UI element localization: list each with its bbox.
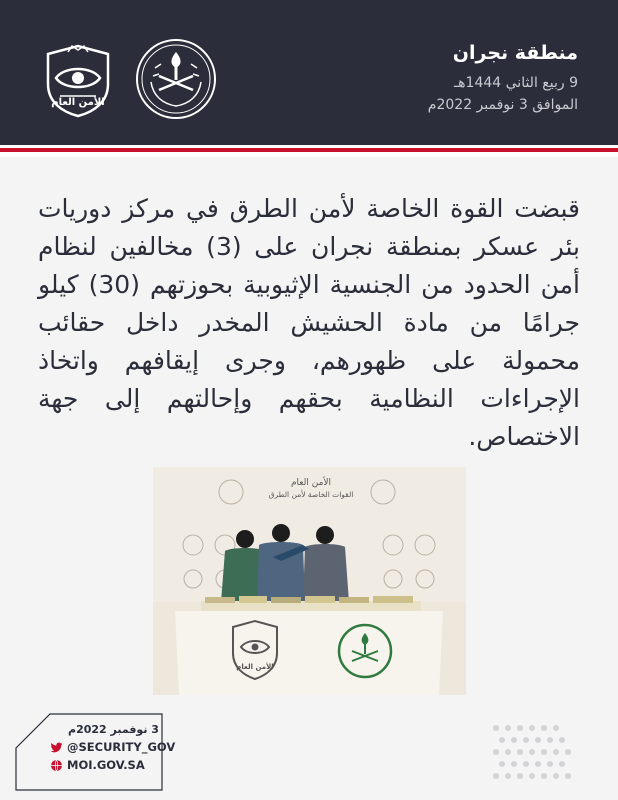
security-logo-text: الأمن العام (51, 97, 105, 108)
twitter-handle: @SECURITY_GOV (67, 740, 176, 754)
footer-date: 3 نوفمبر 2022م (68, 723, 159, 736)
hijri-date: 9 ربيع الثاني 1444هـ (454, 75, 578, 91)
region-title: منطقة نجران (452, 42, 578, 64)
decorative-dot-pattern (490, 722, 580, 784)
seized-packages (201, 596, 421, 611)
public-security-logo (38, 40, 118, 120)
suspects (221, 524, 349, 602)
gregorian-date: الموافق 3 نوفمبر 2022م (427, 97, 578, 113)
saudi-emblem-icon (135, 38, 217, 120)
svg-text:الأمن العام: الأمن العام (290, 478, 332, 488)
seized-items-photo (153, 467, 466, 695)
footer-website[interactable] (50, 758, 145, 772)
globe-icon (50, 759, 63, 772)
website-url: MOI.GOV.SA (67, 758, 145, 772)
header-divider (0, 145, 618, 157)
news-paragraph: قبضت القوة الخاصة لأمن الطرق في مركز دوريات بئر عسكر بمنطقة نجران على (3) مخالفين لنظام أمن الحدود من الجنسية الإثيوبية بحوزتهم (30) كيلو جرامًا من مادة الحشيش المخدر داخل حقائب محمولة على ظهورهم، وجرى إيقافهم واتخاذ الإجراءات النظامية بحقهم وإحالتهم إلى جهة الاختصاص. (38, 194, 581, 451)
twitter-icon (50, 741, 63, 754)
footer-twitter[interactable] (50, 740, 175, 754)
svg-text:الأمن العام: الأمن العام (236, 663, 274, 671)
svg-text:القوات الخاصة لأمن الطرق: القوات الخاصة لأمن الطرق (268, 490, 354, 499)
